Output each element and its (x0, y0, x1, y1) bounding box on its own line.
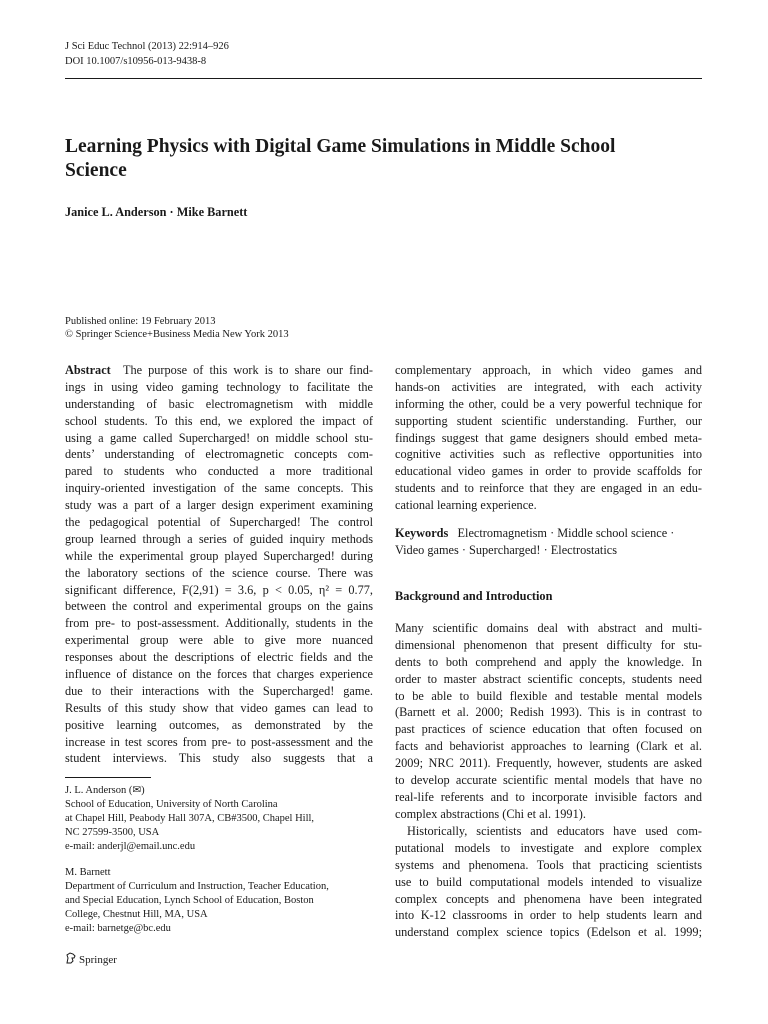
keywords-label: Keywords (395, 526, 449, 540)
intro-line: complex concepts and phenomena have been integrated (395, 891, 702, 906)
publisher-footer (65, 952, 117, 966)
intro-line: Historically, scientists and educators have used com- (407, 824, 702, 838)
affiliation-line: College, Chestnut Hill, MA, USA (65, 909, 208, 920)
affiliation-line: Department of Curriculum and Instruction, Teacher Education, (65, 881, 329, 892)
abstract-line: The purpose of this work is to share our find- (122, 363, 373, 377)
abstract-line: positive learning outcomes, as demonstrated by the (65, 717, 373, 732)
abstract-line: the laboratory sections of the science course. There was (65, 565, 373, 580)
intro-line: (Barnett et al. 2000; Redish 1993). This is in contrast to (395, 705, 702, 720)
intro-line: real-life referents and to incorporate invisible factors and (395, 789, 702, 804)
intro-line: complex abstractions (Chi et al. 1991). (395, 806, 586, 821)
intro-line: past practices of science education that often focused on (395, 722, 702, 737)
abstract-line: hands-on activities are integrated, with each activity (395, 379, 702, 394)
abstract-line: educational video games in order to provide scaffolds for (395, 464, 702, 479)
abstract-line: group learned through a series of guided inquiry methods (65, 531, 373, 546)
copyright: © Springer Science+Business Media New York 2013 (65, 329, 289, 340)
intro-line: use to build computational models intended to visualize (395, 874, 702, 889)
journal-citation: J Sci Educ Technol (2013) 22:914–926 (65, 41, 229, 52)
abstract-line: due to their interactions with the Supercharged! game. (65, 683, 373, 698)
title-line-2: Science (65, 160, 127, 181)
abstract-line: experimental group were able to give more nuanced (65, 633, 373, 648)
email-link[interactable]: e-mail: barnetge@bc.edu (65, 923, 171, 934)
publisher-name: Springer (79, 954, 117, 966)
abstract-line: influence of distance on the forces that charges experience (65, 667, 373, 682)
abstract-line: understanding of basic electromagnetism with middle (65, 396, 373, 411)
abstract (65, 362, 373, 767)
abstract-line: complementary approach, in which video games and (395, 363, 702, 377)
section-heading: Background and Introduction (395, 589, 553, 603)
intro-paragraph-1 (395, 620, 702, 823)
abstract-line: informing the other, could be a very powerful technique for (395, 396, 702, 411)
affiliation-barnett (65, 866, 375, 936)
abstract-line: pared to students who conducted a more traditional (65, 464, 373, 479)
doi: DOI 10.1007/s10956-013-9438-8 (65, 56, 207, 67)
abstract-line: dents’ understanding of electromagnetic concepts com- (65, 447, 373, 462)
affiliation-line: M. Barnett (65, 867, 111, 878)
intro-line: to develop accurate scientific mental models that have no (395, 773, 702, 788)
intro-line: systems and phenomena. Tools that practicing scientists (395, 857, 702, 872)
paper-title (65, 135, 705, 183)
abstract-line: the pedagogical potential of Supercharged! The control (65, 515, 373, 530)
affiliation-line: and Special Education, Lynch School of Education, Boston (65, 895, 314, 906)
intro-line: to be able to build flexible and testable mental models (395, 688, 702, 703)
intro-line: 2009; NRC 2011). Frequently, however, students are asked (395, 756, 702, 771)
affiliation-line: J. L. Anderson (✉) (65, 785, 145, 796)
email-link[interactable]: e-mail: anderjl@email.unc.edu (65, 841, 196, 852)
keywords-line: Electromagnetism · Middle school science · (457, 526, 675, 540)
abstract-line: study was a part of a larger design experiment examining (65, 498, 373, 513)
abstract-continued (395, 362, 702, 514)
abstract-line: responses about the descriptions of electric fields and the (65, 650, 373, 665)
abstract-line: school students. To this end, we explored the impact of (65, 413, 373, 428)
title-line-1: Learning Physics with Digital Game Simulations in Middle School (65, 136, 616, 157)
abstract-line: while the experimental group played Supercharged! during (65, 548, 373, 563)
abstract-label: Abstract (65, 363, 111, 377)
intro-line: facts and behaviorist approaches to learning (Clark et al. (395, 739, 702, 754)
abstract-line: inquiry-oriented investigation of the same concepts. This (65, 481, 373, 496)
authors: Janice L. Anderson · Mike Barnett (65, 205, 248, 219)
abstract-line: findings suggest that game designers should embed meta- (395, 430, 702, 445)
abstract-line: cognitive activities such as reflective opportunities into (395, 447, 702, 462)
affiliation-line: School of Education, University of North Carolina (65, 799, 278, 810)
intro-line: order to master abstract scientific concepts, students need (395, 671, 702, 686)
abstract-line: using a game called Supercharged! on middle school stu- (65, 430, 373, 445)
affiliation-line: at Chapel Hill, Peabody Hall 307A, CB#3500, Chapel Hill, (65, 813, 315, 824)
abstract-line: between the control and experimental groups on the gains (65, 599, 373, 614)
footnote-rule (65, 777, 151, 778)
intro-line: Many scientific domains deal with abstract and multi- (395, 621, 702, 635)
springer-horse-icon (65, 952, 77, 964)
intro-line: dimensional phenomenon that present difficulty for stu- (395, 637, 702, 652)
abstract-line: student interviews. This study also suggests that a (65, 751, 373, 766)
intro-line: understand complex science topics (Edelson et al. 1999; (395, 925, 702, 940)
abstract-line: ings in using video gaming technology to facilitate the (65, 379, 373, 394)
intro-line: into K-12 classrooms in order to help students learn and (395, 908, 702, 923)
keywords-line: Video games · Supercharged! · Electrostatics (395, 542, 618, 557)
affiliation-anderson (65, 784, 375, 854)
intro-paragraph-2 (395, 823, 702, 941)
abstract-line: supporting student scientific understanding. Further, our (395, 413, 702, 428)
intro-line: dents to both comprehend and apply the knowledge. In (395, 654, 702, 669)
abstract-line: significant difference, F(2,91) = 3.6, p < 0.05, η² = 0.77, (65, 582, 373, 597)
affiliation-line: NC 27599-3500, USA (65, 827, 160, 838)
abstract-line: cational learning experience. (395, 498, 537, 513)
published-date: Published online: 19 February 2013 (65, 316, 216, 327)
keywords (395, 525, 702, 559)
abstract-line: students and to reinforce that they are engaged in an edu- (395, 481, 702, 496)
abstract-line: increase in test scores from pre- to post-assessment and the (65, 734, 373, 749)
intro-line: putational models to investigate and explore complex (395, 840, 702, 855)
abstract-line: from pre- to post-assessment. Additionally, students in the (65, 616, 373, 631)
header-rule (65, 78, 702, 79)
abstract-line: Results of this study show that video games can lead to (65, 700, 373, 715)
